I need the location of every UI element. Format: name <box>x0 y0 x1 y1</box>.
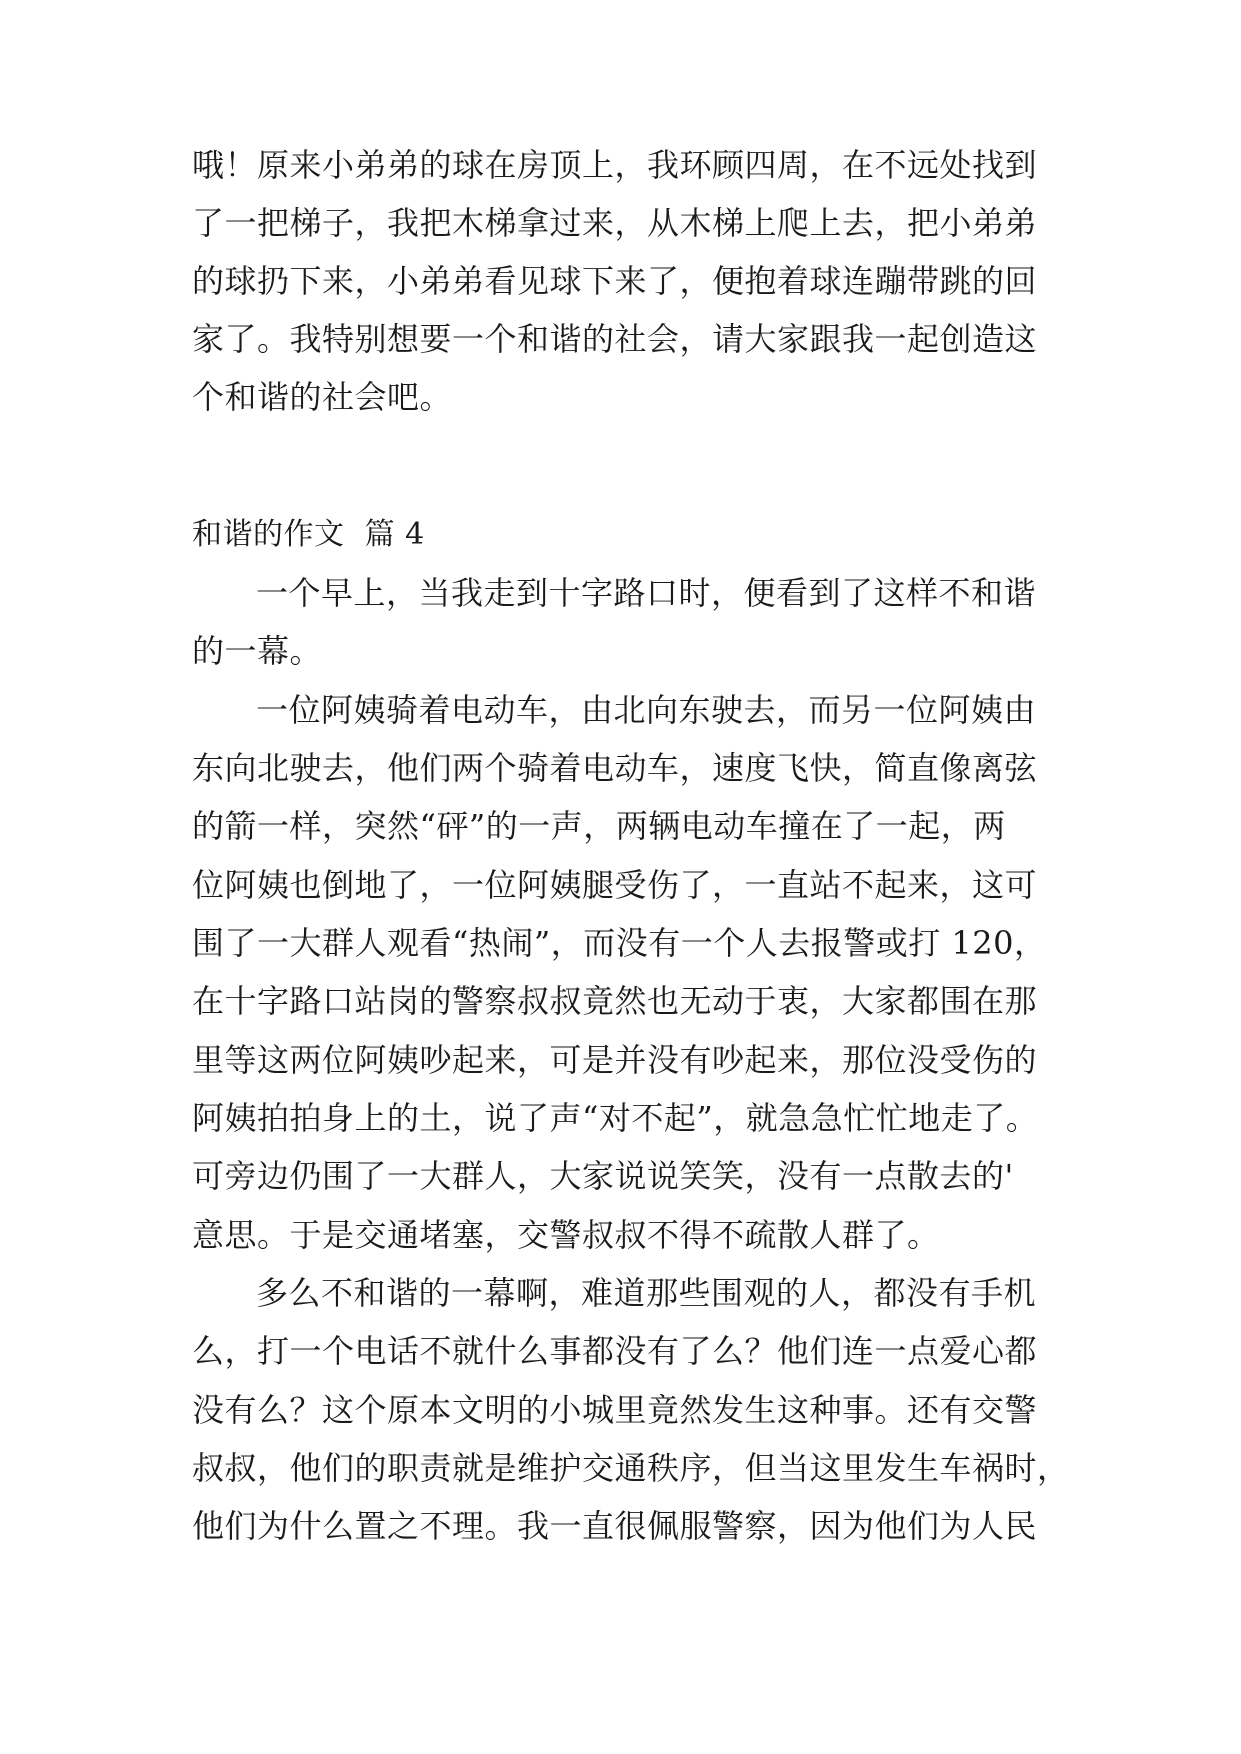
paragraph-1-line-3: 的球扔下来，小弟弟看见球下来了，便抱着球连蹦带跳的回 <box>192 262 1038 300</box>
paragraph-1-line-5: 个和谐的社会吧。 <box>192 378 453 416</box>
paragraph-3-line-5: 围了一大群人观看“热闹”，而没有一个人去报警或打 120， <box>192 924 1047 962</box>
paragraph-3-line-10: 意思。于是交通堵塞，交警叔叔不得不疏散人群了。 <box>192 1216 940 1254</box>
paragraph-3-line-3: 的箭一样，突然“砰”的一声，两辆电动车撞在了一起，两 <box>192 807 1006 845</box>
section-heading: 和谐的作文 篇 4 <box>192 517 425 552</box>
paragraph-4-line-1: 多么不和谐的一幕啊，难道那些围观的人，都没有手机 <box>256 1274 1037 1312</box>
paragraph-1-line-4: 家了。我特别想要一个和谐的社会，请大家跟我一起创造这 <box>192 320 1038 358</box>
paragraph-2-line-2: 的一幕。 <box>192 632 323 670</box>
paragraph-3-line-7: 里等这两位阿姨吵起来，可是并没有吵起来，那位没受伤的 <box>192 1041 1038 1079</box>
paragraph-3-line-4: 位阿姨也倒地了，一位阿姨腿受伤了，一直站不起来，这可 <box>192 866 1038 904</box>
paragraph-2-line-1: 一个早上，当我走到十字路口时，便看到了这样不和谐 <box>256 574 1037 612</box>
paragraph-1-line-2: 了一把梯子，我把木梯拿过来，从木梯上爬上去，把小弟弟 <box>192 204 1038 242</box>
paragraph-1-line-1: 哦！原来小弟弟的球在房顶上，我环顾四周，在不远处找到 <box>192 146 1038 184</box>
paragraph-4-line-2: 么，打一个电话不就什么事都没有了么？他们连一点爱心都 <box>192 1332 1038 1370</box>
paragraph-4-line-5: 他们为什么置之不理。我一直很佩服警察，因为他们为人民 <box>192 1507 1038 1545</box>
paragraph-3-line-1: 一位阿姨骑着电动车，由北向东驶去，而另一位阿姨由 <box>256 691 1037 729</box>
paragraph-3-line-9: 可旁边仍围了一大群人，大家说说笑笑，没有一点散去的' <box>192 1157 1014 1195</box>
paragraph-3-line-6: 在十字路口站岗的警察叔叔竟然也无动于衷，大家都围在那 <box>192 982 1038 1020</box>
paragraph-3-line-2: 东向北驶去，他们两个骑着电动车，速度飞快，简直像离弦 <box>192 749 1038 787</box>
paragraph-4-line-3: 没有么？这个原本文明的小城里竟然发生这种事。还有交警 <box>192 1391 1038 1429</box>
paragraph-4-line-4: 叔叔，他们的职责就是维护交通秩序，但当这里发生车祸时， <box>192 1449 1070 1487</box>
paragraph-3-line-8: 阿姨拍拍身上的土，说了声“对不起”，就急急忙忙地走了。 <box>192 1099 1039 1137</box>
